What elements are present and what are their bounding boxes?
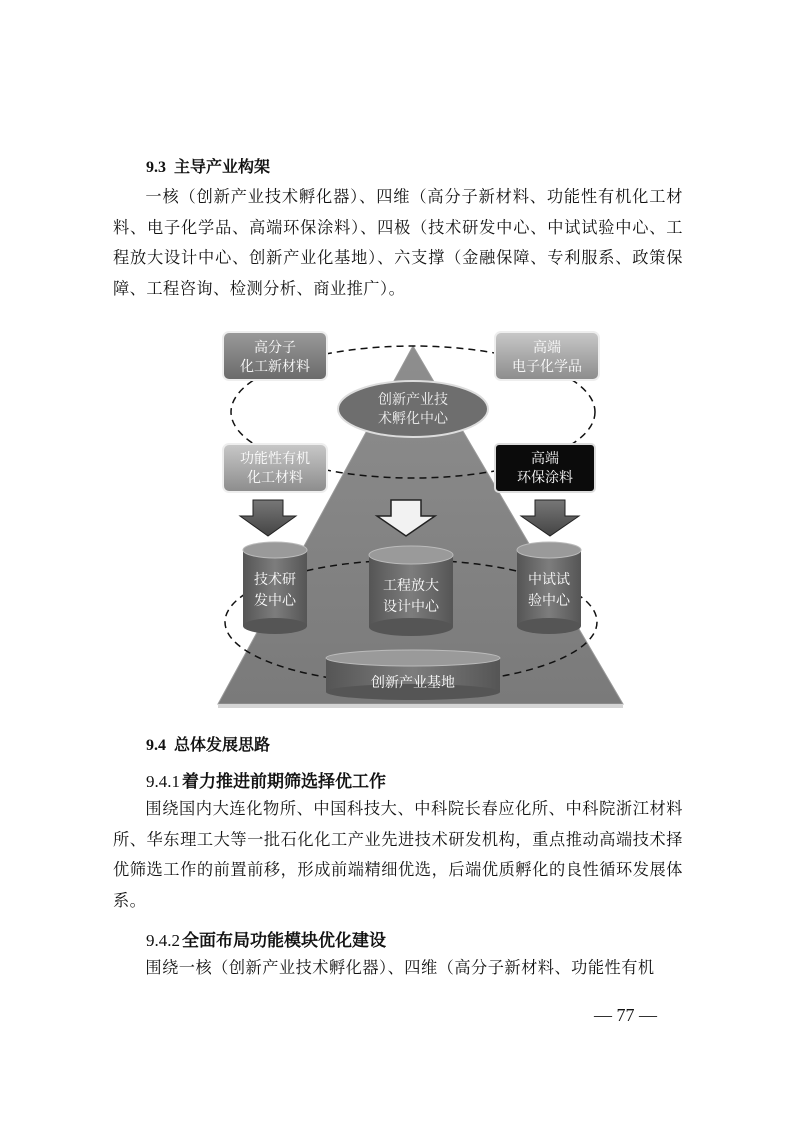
core-label-line2: 术孵化中心 xyxy=(378,411,448,427)
section-9-3-heading xyxy=(146,154,270,177)
section-title: 总体发展思路 xyxy=(174,735,271,754)
box-electronic-line2: 电子化学品 xyxy=(512,359,582,375)
section-9-4-heading xyxy=(146,732,270,755)
section-9-4-1-paragraph: 围绕国内大连化物所、中国科技大、中科院长春应化所、中科院浙江材料所、华东理工大等一批石化化工产业先进技术研发机构，重点推动高端技术择优筛选工作的前置前移，形成前端精细优选，后端优质孵化的良性循环发展体系。 xyxy=(113,799,683,911)
box-polymer-line2: 化工新材料 xyxy=(240,359,310,375)
cyl-pilot-line2: 验中心 xyxy=(528,593,570,609)
page-number: — 77 — xyxy=(594,1005,657,1025)
box-polymer-line1: 高分子 xyxy=(254,340,296,356)
section-title: 主导产业构架 xyxy=(174,157,271,176)
base-label: 创新产业基地 xyxy=(371,675,455,691)
section-number: 9.4.1 xyxy=(146,772,180,791)
section-title: 全面布局功能模块优化建设 xyxy=(182,931,386,951)
box-functional-line2: 化工材料 xyxy=(247,470,303,486)
section-9-4-2-heading xyxy=(146,926,386,951)
section-9-4-2-paragraph: 围绕一核（创新产业技术孵化器）、四维（高分子新材料、功能性有机 xyxy=(145,958,655,977)
section-number: 9.3 xyxy=(146,159,166,176)
section-9-3-paragraph: 一核（创新产业技术孵化器）、四维（高分子新材料、功能性有机化工材料、电子化学品、高端环保涂料）、四极（技术研发中心、中试试验中心、工程放大设计中心、创新产业化基地）、六支撑（金融保障、专利服系、政策保障、工程咨询、检测分析、商业推广）。 xyxy=(113,187,683,299)
cylinder-rd-center xyxy=(243,542,307,634)
box-coatings-line1: 高端 xyxy=(531,451,559,467)
cyl-pilot-line1: 中试试 xyxy=(528,572,570,588)
arrow-down-left xyxy=(240,500,296,536)
core-incubator-ellipse xyxy=(338,381,488,437)
cylinder-pilot-test xyxy=(517,542,581,634)
industry-structure-diagram xyxy=(208,320,628,720)
pyramid-shadow xyxy=(218,704,623,708)
cyl-rd-line2: 发中心 xyxy=(254,593,296,609)
cyl-design-line1: 工程放大 xyxy=(383,578,439,594)
cyl-design-line2: 设计中心 xyxy=(383,599,439,615)
core-label-line1: 创新产业技 xyxy=(378,392,448,408)
section-number: 9.4 xyxy=(146,737,166,754)
arrow-down-right xyxy=(521,500,579,536)
section-title: 着力推进前期筛选择优工作 xyxy=(182,772,386,792)
box-electronic-line1: 高端 xyxy=(533,340,561,356)
section-9-4-1-heading xyxy=(146,767,386,792)
section-number: 9.4.2 xyxy=(146,931,180,950)
box-coatings-line2: 环保涂料 xyxy=(517,470,573,486)
cyl-rd-line1: 技术研 xyxy=(254,572,296,588)
box-functional-line1: 功能性有机 xyxy=(240,451,310,467)
